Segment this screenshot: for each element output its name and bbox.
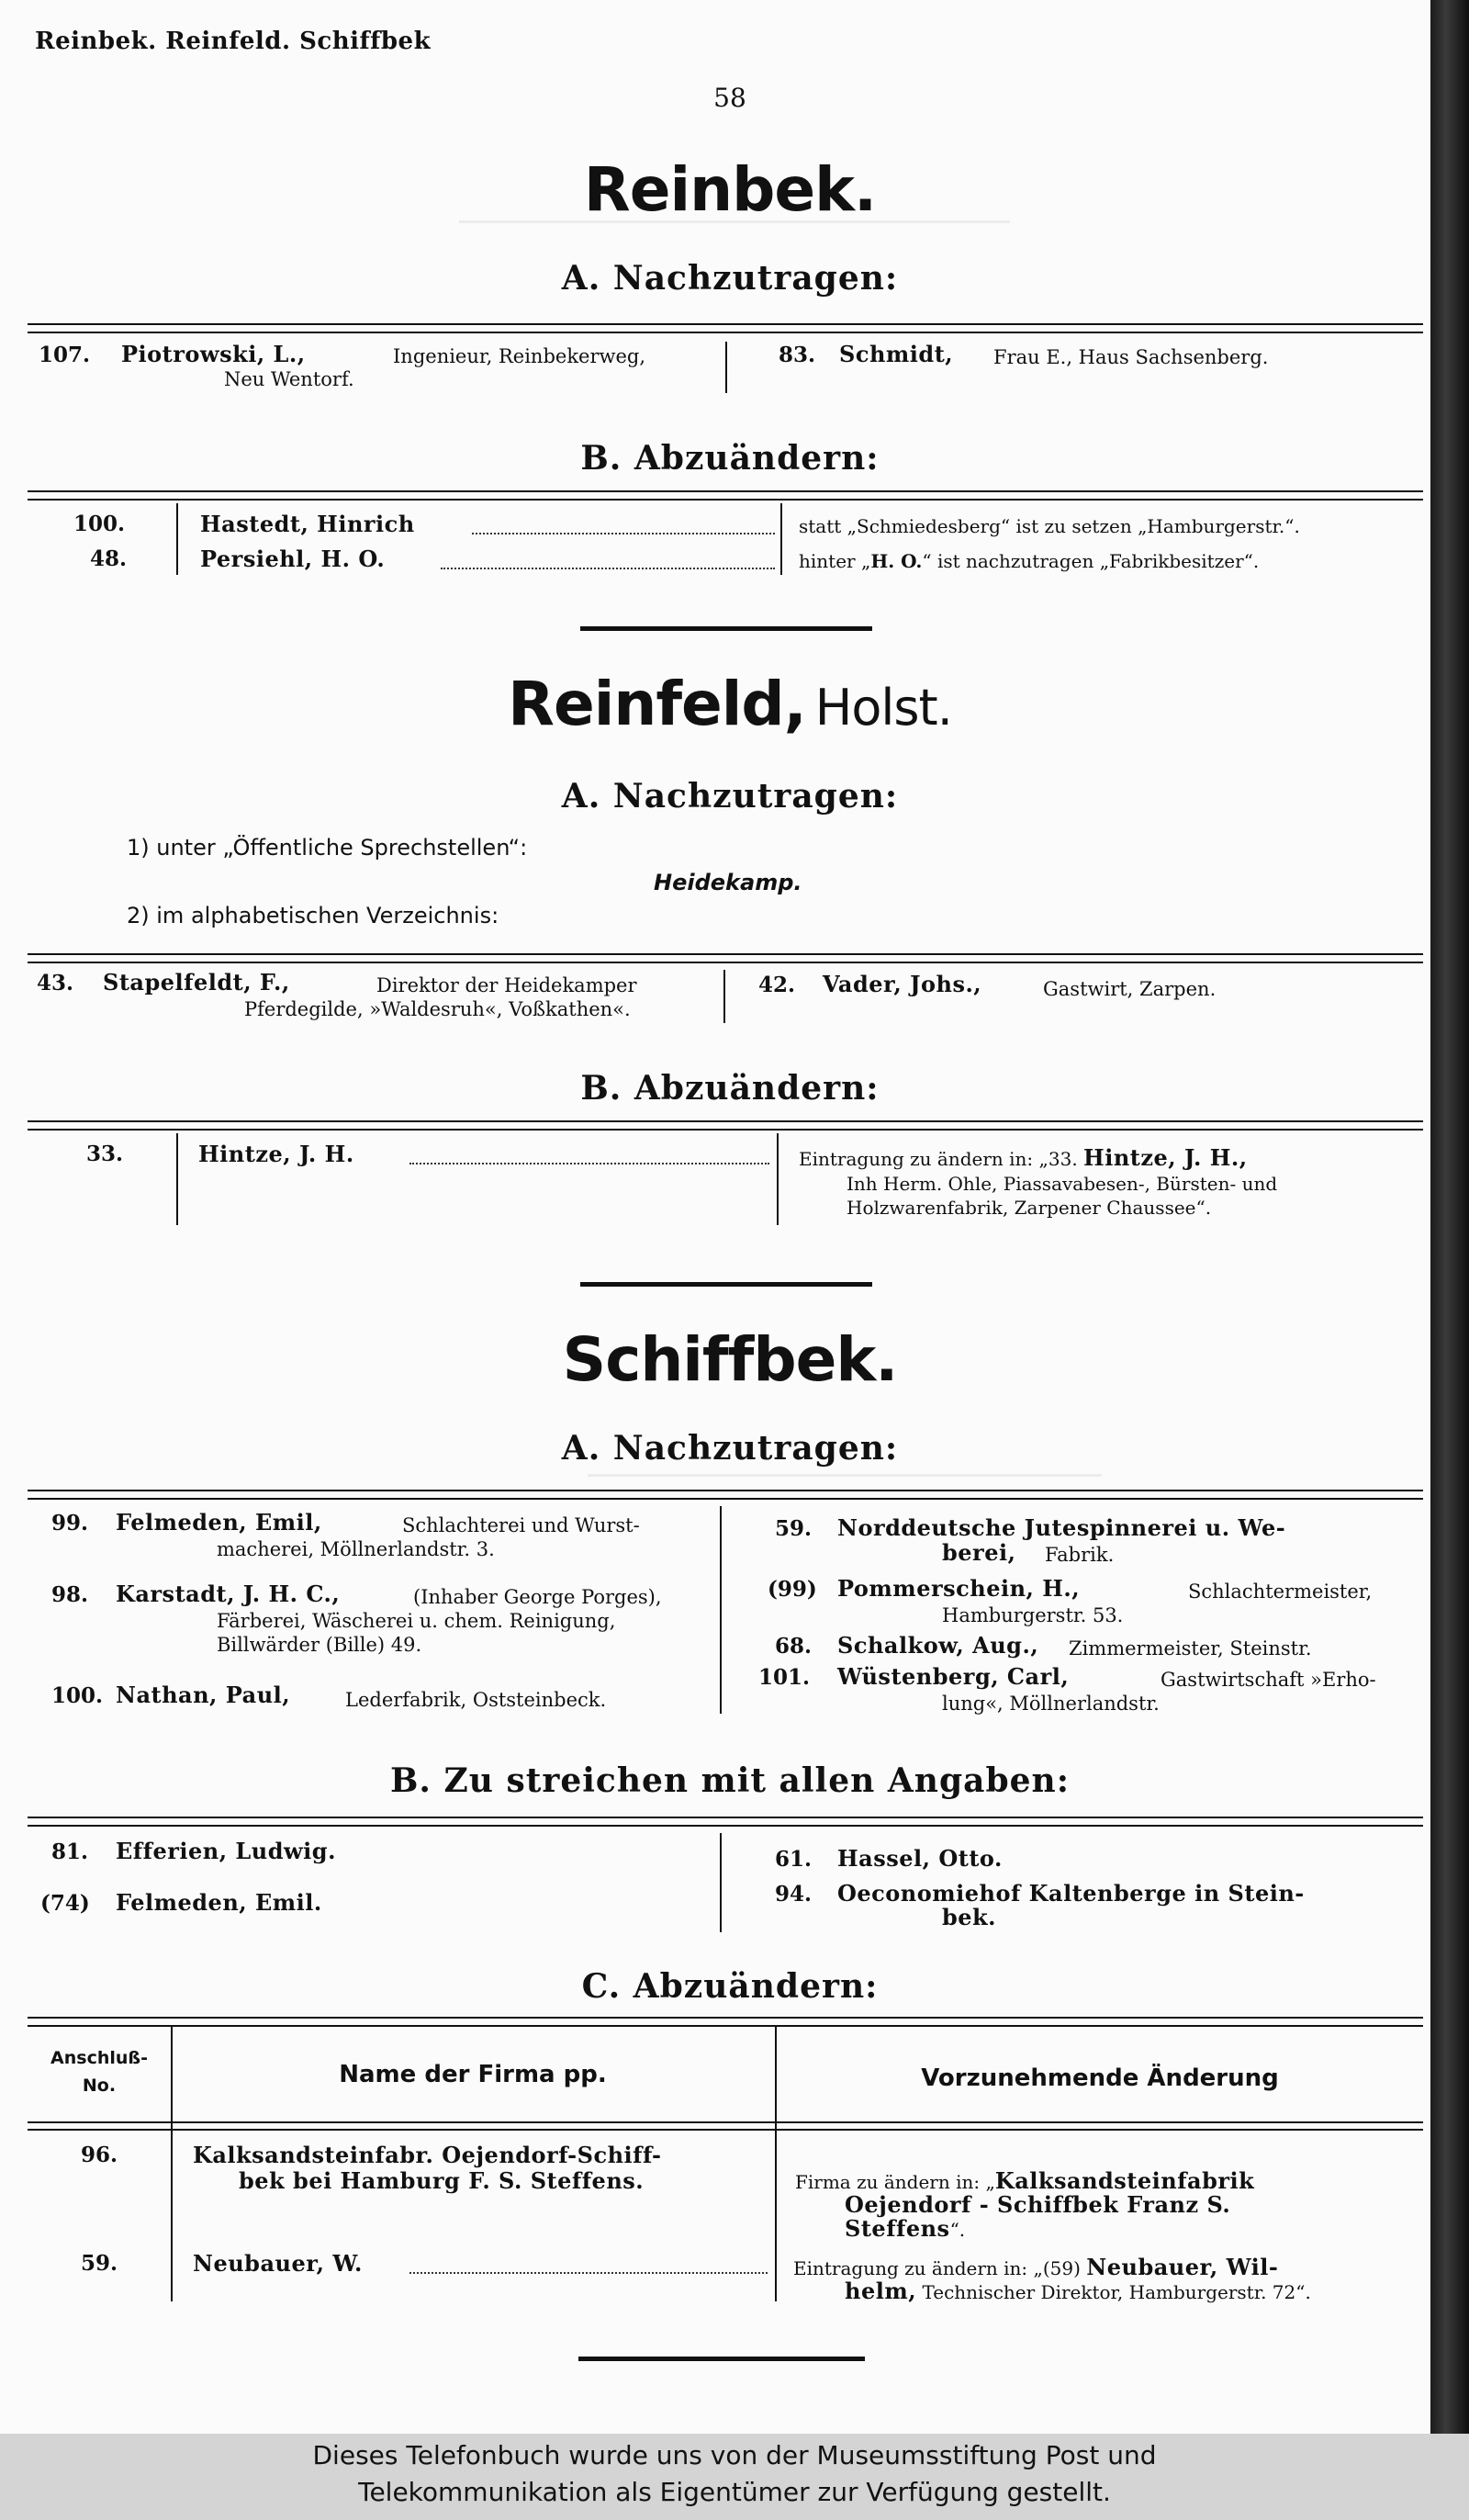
entry-detail: Frau E., Haus Sachsenberg. [993, 346, 1269, 368]
entry-name: Hastedt, Hinrich [200, 511, 415, 537]
entry-number: 94. [775, 1882, 813, 1907]
section-separator [580, 1282, 872, 1287]
section-heading: B. Abzuändern: [580, 439, 880, 478]
entry-detail: macherei, Möllnerlandstr. 3. [217, 1538, 495, 1560]
entry-name: Pommerschein, H., [837, 1575, 1081, 1602]
entry-name: berei, [942, 1539, 1016, 1566]
entry-name: Oeconomiehof Kaltenberge in Stein- [837, 1880, 1305, 1907]
entry-name: Neubauer, W. [193, 2250, 363, 2277]
note-value: Heidekamp. [654, 870, 802, 895]
entry-detail: Schlachterei und Wurst- [402, 1514, 640, 1536]
table-rule [28, 2129, 1423, 2131]
section-heading: B. Zu streichen mit allen Angaben: [390, 1761, 1070, 1800]
entry-name: Schmidt, [839, 341, 954, 367]
page-edge-shadow [1430, 0, 1469, 2434]
double-rule [28, 490, 1423, 501]
entry-detail: lung«, Möllnerlandstr. [942, 1693, 1160, 1715]
leader-dots [409, 2272, 768, 2274]
entry-number: 42. [758, 973, 796, 997]
section-heading: C. Abzuändern: [581, 1967, 879, 2006]
footer-line: Telekommunikation als Eigentümer zur Verfügung gestellt. [358, 2477, 1111, 2507]
entry-number: 48. [90, 546, 128, 571]
entry-number: 96. [81, 2143, 118, 2167]
section-separator [578, 2357, 865, 2361]
entry-number: 61. [775, 1847, 813, 1872]
column-divider [723, 970, 725, 1023]
entry-detail: Zimmermeister, Steinstr. [1069, 1637, 1312, 1659]
entry-detail: Lederfabrik, Oststeinbeck. [345, 1689, 607, 1711]
leader-dots [409, 1163, 769, 1164]
entry-name: Efferien, Ludwig. [116, 1838, 336, 1864]
entry-change: Steffens“. [845, 2215, 966, 2242]
section-heading: A. Nachzutragen: [561, 1429, 899, 1468]
entry-number: 98. [51, 1582, 89, 1607]
entry-number: 59. [775, 1516, 813, 1541]
entry-detail: Direktor der Heidekamper [376, 974, 637, 996]
entry-change: statt „Schmiedesberg“ ist zu setzen „Hamburgerstr.“. [799, 515, 1300, 537]
column-divider [725, 342, 727, 393]
entry-change: hinter „H. O.“ ist nachzutragen „Fabrikbesitzer“. [799, 550, 1260, 572]
entry-name: Schalkow, Aug., [837, 1632, 1039, 1659]
column-header-change: Vorzunehmende Änderung [921, 2064, 1279, 2092]
entry-detail: Ingenieur, Reinbekerweg, [393, 345, 646, 367]
entry-change: Oejendorf - Schiffbek Franz S. [845, 2191, 1231, 2218]
table-rule [28, 2121, 1423, 2123]
double-rule [28, 953, 1423, 963]
double-rule [28, 1817, 1423, 1827]
entry-name: Hintze, J. H. [198, 1141, 354, 1167]
place-title-schiffbek: Schiffbek. [562, 1324, 898, 1395]
entry-number: 107. [39, 343, 91, 367]
entry-change: helm, Technischer Direktor, Hamburgerstr. 72“. [845, 2278, 1311, 2304]
place-title-reinfeld: Reinfeld, Holst. [508, 669, 952, 739]
entry-number: 43. [37, 971, 74, 996]
entry-detail: Gastwirt, Zarpen. [1043, 978, 1217, 1000]
entry-number: 33. [86, 1142, 124, 1166]
entry-name: bek bei Hamburg F. S. Steffens. [239, 2167, 645, 2194]
entry-detail: Pferdegilde, »Waldesruh«, Voßkathen«. [244, 998, 631, 1020]
entry-detail: Schlachtermeister, [1188, 1581, 1373, 1603]
entry-number: (99) [768, 1577, 817, 1602]
entry-number: 101. [758, 1665, 811, 1690]
note-line: 1) unter „Öffentliche Sprechstellen“: [127, 835, 528, 861]
entry-change: Holzwarenfabrik, Zarpener Chaussee“. [847, 1197, 1212, 1219]
table-divider [777, 1133, 779, 1225]
entry-detail: Gastwirtschaft »Erho- [1161, 1669, 1376, 1691]
footer-line: Dieses Telefonbuch wurde uns von der Museumsstiftung Post und [312, 2440, 1157, 2470]
double-rule [28, 323, 1423, 333]
table-divider [780, 503, 782, 575]
entry-number: 100. [73, 512, 126, 536]
entry-number: 68. [775, 1634, 813, 1659]
entry-detail: Hamburgerstr. 53. [942, 1604, 1124, 1626]
column-header-number: Anschluß- No. [50, 2048, 148, 2096]
entry-name: Hassel, Otto. [837, 1845, 1003, 1872]
entry-change: Inh Herm. Ohle, Piassavabesen-, Bürsten- und [847, 1173, 1278, 1195]
entry-detail: Fabrik. [1045, 1544, 1115, 1566]
note-line: 2) im alphabetischen Verzeichnis: [127, 903, 499, 928]
column-divider [720, 1833, 722, 1932]
entry-number: 59. [81, 2251, 118, 2276]
double-rule [28, 1120, 1423, 1131]
column-divider [720, 1506, 722, 1714]
entry-change: Firma zu ändern in: „Kalksandsteinfabrik [795, 2167, 1255, 2194]
entry-change: Eintragung zu ändern in: „33. Hintze, J. H., [799, 1144, 1248, 1171]
entry-name: Felmeden, Emil, [116, 1509, 322, 1536]
attribution-footer [0, 2434, 1469, 2520]
entry-number: 100. [51, 1683, 104, 1708]
entry-number: 83. [779, 343, 816, 367]
entry-detail: Billwärder (Bille) 49. [217, 1634, 422, 1656]
place-title-reinbek: Reinbek. [583, 154, 877, 225]
section-heading: A. Nachzutragen: [561, 777, 899, 816]
page-number: 58 [713, 83, 746, 113]
entry-name: Piotrowski, L., [121, 341, 306, 367]
table-divider [176, 503, 178, 575]
entry-name: bek. [942, 1904, 997, 1930]
column-header-name: Name der Firma pp. [339, 2061, 607, 2088]
double-rule [28, 2017, 1423, 2027]
entry-name: Wüstenberg, Carl, [837, 1663, 1070, 1690]
entry-detail: Färberei, Wäscherei u. chem. Reinigung, [217, 1610, 616, 1632]
entry-name: Persiehl, H. O. [200, 546, 386, 572]
section-heading: B. Abzuändern: [580, 1069, 880, 1108]
leader-dots [441, 568, 775, 569]
entry-name: Felmeden, Emil. [116, 1889, 322, 1916]
table-divider [176, 1133, 178, 1225]
double-rule [28, 1490, 1423, 1500]
entry-name: Kalksandsteinfabr. Oejendorf-Schiff- [193, 2142, 662, 2168]
leader-dots [472, 533, 775, 534]
entry-detail: (Inhaber George Porges), [413, 1586, 662, 1608]
entry-detail: Neu Wentorf. [224, 368, 354, 390]
entry-number: 99. [51, 1511, 89, 1536]
section-separator [580, 626, 872, 631]
entry-number: 81. [51, 1839, 89, 1864]
entry-change: Eintragung zu ändern in: „(59) Neubauer, Wil- [793, 2254, 1279, 2280]
entry-name: Vader, Johs., [823, 971, 982, 997]
section-heading: A. Nachzutragen: [561, 259, 899, 298]
entry-number: (74) [40, 1891, 90, 1916]
entry-name: Nathan, Paul, [116, 1682, 291, 1708]
entry-name: Norddeutsche Jutespinnerei u. We- [837, 1514, 1286, 1541]
entry-name: Stapelfeldt, F., [103, 969, 290, 996]
entry-name: Karstadt, J. H. C., [116, 1581, 341, 1607]
running-head: Reinbek. Reinfeld. Schiffbek [35, 28, 432, 55]
